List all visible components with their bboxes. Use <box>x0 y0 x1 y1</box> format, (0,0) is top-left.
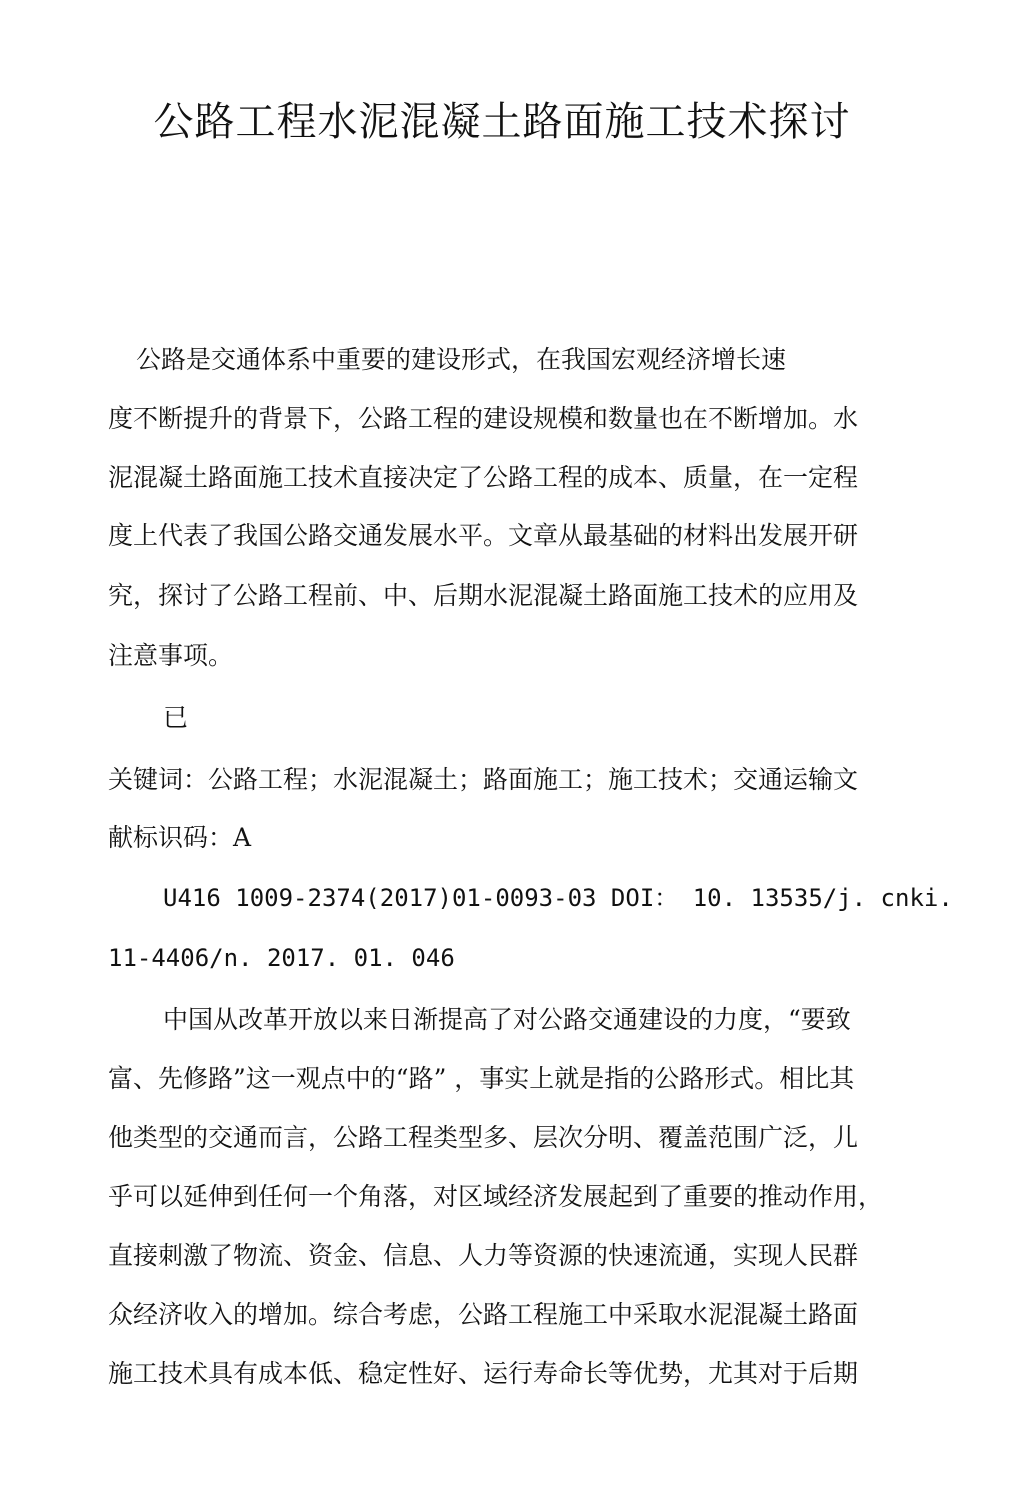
abstract-line-1: 公路是交通体系中重要的建设形式，在我国宏观经济增长速 <box>136 345 787 374</box>
keywords-line-2: 献标识码：A <box>108 823 252 852</box>
abstract-line-5: 究，探讨了公路工程前、中、后期水泥混凝土路面施工技术的应用及 <box>108 581 859 610</box>
body-line-2: 富、先修路”这一观点中的“路” ，事实上就是指的公路形式。相比其 <box>108 1064 855 1093</box>
body-line-3: 他类型的交通而言，公路工程类型多、层次分明、覆盖范围广泛，儿 <box>108 1123 859 1152</box>
body-line-4: 乎可以延伸到任何一个角落，对区域经济发展起到了重要的推动作用， <box>108 1182 884 1211</box>
abstract-line-2: 度不断提升的背景下，公路工程的建设规模和数量也在不断增加。水 <box>108 404 859 433</box>
document-title: 公路工程水泥混凝土路面施工技术探讨 <box>153 99 851 145</box>
body-line-7: 施工技术具有成本低、稳定性好、运行寿命长等优势，尤其对于后期 <box>108 1359 859 1388</box>
keywords-line-1: 关键词：公路工程；水泥混凝土；路面施工；施工技术；交通运输文 <box>108 765 859 794</box>
body-line-1: 中国从改革开放以来日渐提高了对公路交通建设的力度，“要致 <box>163 1005 851 1034</box>
abstract-line-6: 注意事项。 <box>108 641 234 670</box>
abstract-line-3: 泥混凝土路面施工技术直接决定了公路工程的成本、质量，在一定程 <box>108 463 859 492</box>
body-line-5: 直接刺激了物流、资金、信息、人力等资源的快速流通，实现人民群 <box>108 1241 859 1270</box>
stray-character: 已 <box>163 703 189 732</box>
doi-line-2: 11-4406/n. 2017. 01. 046 <box>108 944 455 972</box>
body-line-6: 众经济收入的增加。综合考虑，公路工程施工中采取水泥混凝土路面 <box>108 1300 859 1329</box>
doi-line-1: U416 1009-2374(2017)01-0093-03 DOI： 10. 13535/j. cnki. <box>163 884 953 912</box>
abstract-line-4: 度上代表了我国公路交通发展水平。文章从最基础的材料出发展开研 <box>108 521 859 550</box>
